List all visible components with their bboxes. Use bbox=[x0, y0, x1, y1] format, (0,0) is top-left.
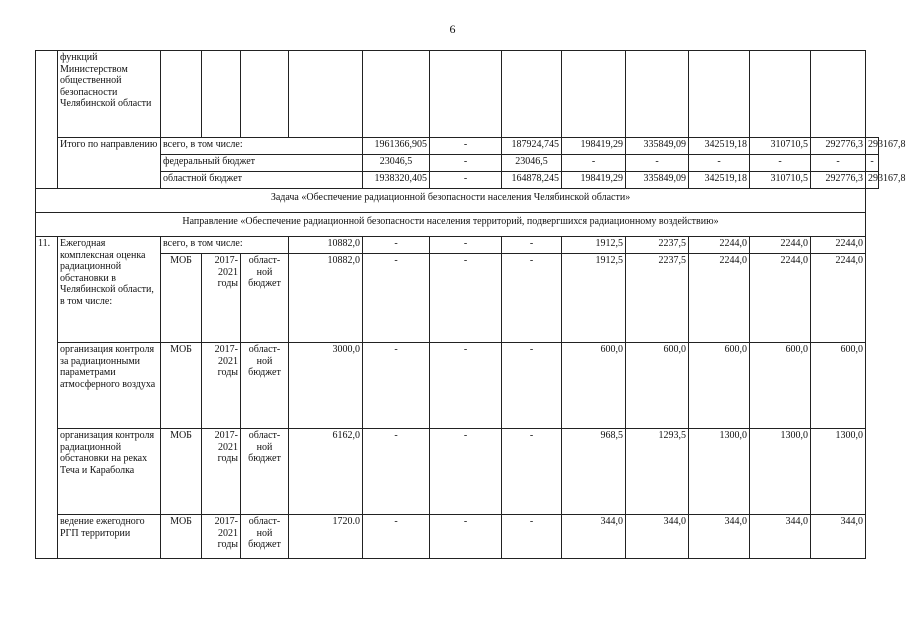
table-cell: 1912,5 bbox=[562, 254, 626, 343]
table-cell: 10882,0 bbox=[289, 237, 363, 254]
period-cell: 2017-2021 годы bbox=[202, 429, 241, 515]
table-cell: 1293,5 bbox=[626, 429, 689, 515]
table-cell: - bbox=[363, 515, 430, 559]
table-cell: - bbox=[562, 155, 626, 172]
executor-cell: МОБ bbox=[161, 343, 202, 429]
row-name-cell: организация контроля за радиационными параметрами атмосферного воздуха bbox=[58, 343, 161, 429]
executor-cell: МОБ bbox=[161, 429, 202, 515]
table-cell: 344,0 bbox=[626, 515, 689, 559]
table-row bbox=[36, 138, 879, 155]
table-row bbox=[36, 237, 879, 254]
table-cell: - bbox=[430, 172, 502, 189]
table-cell: 600,0 bbox=[689, 343, 750, 429]
table-row bbox=[36, 254, 879, 343]
table-cell: 600,0 bbox=[626, 343, 689, 429]
table-cell: 344,0 bbox=[750, 515, 811, 559]
executor-cell: МОБ bbox=[161, 254, 202, 343]
table-cell: - bbox=[363, 429, 430, 515]
table-row bbox=[36, 189, 879, 213]
row-number: 11. bbox=[36, 237, 58, 559]
table-cell: - bbox=[363, 254, 430, 343]
total-sub-label: федеральный бюджет bbox=[161, 155, 363, 172]
task-heading: Задача «Обеспечение радиационной безопасности населения Челябинской области» bbox=[36, 189, 866, 213]
table-cell: 2244,0 bbox=[750, 254, 811, 343]
table-cell: 293167,8 bbox=[866, 172, 879, 189]
table-cell: 2244,0 bbox=[811, 237, 866, 254]
table-cell: 164878,245 bbox=[502, 172, 562, 189]
table-cell: 310710,5 bbox=[750, 138, 811, 155]
table-cell: 2237,5 bbox=[626, 254, 689, 343]
table-row bbox=[36, 515, 879, 559]
table-cell: - bbox=[430, 343, 502, 429]
budget-table bbox=[35, 50, 906, 559]
table-cell: 1912,5 bbox=[562, 237, 626, 254]
table-cell: - bbox=[430, 429, 502, 515]
table-cell: - bbox=[811, 155, 866, 172]
row-name-cell: Ежегодная комплексная оценка радиационной обстановки в Челябинской области, в том числе: bbox=[58, 237, 161, 343]
table-cell: 198419,29 bbox=[562, 138, 626, 155]
table-cell: - bbox=[502, 343, 562, 429]
row-name-cell: ведение ежегодного РГП территории bbox=[58, 515, 161, 559]
table-cell: 1720.0 bbox=[289, 515, 363, 559]
table-cell: - bbox=[502, 237, 562, 254]
table-cell: - bbox=[502, 254, 562, 343]
table-cell: - bbox=[430, 138, 502, 155]
table-cell: 10882,0 bbox=[289, 254, 363, 343]
table-cell: 968,5 bbox=[562, 429, 626, 515]
table-cell: 344,0 bbox=[562, 515, 626, 559]
table-cell: - bbox=[363, 237, 430, 254]
total-sub-label: всего, в том числе: bbox=[161, 138, 363, 155]
table-row bbox=[36, 51, 879, 138]
period-cell: 2017-2021 годы bbox=[202, 343, 241, 429]
table-cell: 1938320,405 bbox=[363, 172, 430, 189]
source-cell: област-ной бюджет bbox=[241, 343, 289, 429]
source-cell: област-ной бюджет bbox=[241, 429, 289, 515]
table-cell: 2244,0 bbox=[689, 237, 750, 254]
table-cell: 293167,8 bbox=[866, 138, 879, 155]
table-cell: - bbox=[430, 254, 502, 343]
total-sub-label: областной бюджет bbox=[161, 172, 363, 189]
table-cell: - bbox=[502, 429, 562, 515]
table-cell: 23046,5 bbox=[502, 155, 562, 172]
table-cell: - bbox=[430, 155, 502, 172]
table-cell: 2244,0 bbox=[750, 237, 811, 254]
table-cell: - bbox=[689, 155, 750, 172]
table-cell: 310710,5 bbox=[750, 172, 811, 189]
table-cell: 600,0 bbox=[750, 343, 811, 429]
table-cell: 600,0 bbox=[562, 343, 626, 429]
table-cell: 2237,5 bbox=[626, 237, 689, 254]
source-cell: област-ной бюджет bbox=[241, 515, 289, 559]
table-cell: 1300,0 bbox=[750, 429, 811, 515]
table-cell: 6162,0 bbox=[289, 429, 363, 515]
table-cell: 198419,29 bbox=[562, 172, 626, 189]
table-cell: 1300,0 bbox=[689, 429, 750, 515]
table-cell: 1300,0 bbox=[811, 429, 866, 515]
total-label: Итого по направлению bbox=[58, 138, 161, 189]
table-cell: 335849,09 bbox=[626, 138, 689, 155]
executor-cell: МОБ bbox=[161, 515, 202, 559]
table-cell: - bbox=[866, 155, 879, 172]
table-cell: 342519,18 bbox=[689, 138, 750, 155]
table-cell: 335849,09 bbox=[626, 172, 689, 189]
table-cell: 292776,3 bbox=[811, 172, 866, 189]
table-row bbox=[36, 343, 879, 429]
table-cell: - bbox=[626, 155, 689, 172]
table-cell: 3000,0 bbox=[289, 343, 363, 429]
table-cell: - bbox=[750, 155, 811, 172]
period-cell: 2017-2021 годы bbox=[202, 515, 241, 559]
row-name-cell: функций Министерством общественной безопасности Челябинской области bbox=[58, 51, 161, 138]
table-row bbox=[36, 429, 879, 515]
table-row bbox=[36, 213, 879, 237]
table-cell: - bbox=[363, 343, 430, 429]
total-sub-label: всего, в том числе: bbox=[161, 237, 289, 254]
page-number: 6 bbox=[449, 22, 456, 36]
table-cell: 1961366,905 bbox=[363, 138, 430, 155]
period-cell: 2017-2021 годы bbox=[202, 254, 241, 343]
table-row bbox=[36, 155, 879, 172]
table-cell: - bbox=[502, 515, 562, 559]
table-cell: 344,0 bbox=[689, 515, 750, 559]
table-cell: 342519,18 bbox=[689, 172, 750, 189]
table-cell: 2244,0 bbox=[811, 254, 866, 343]
direction-heading: Направление «Обеспечение радиационной безопасности населения территорий, подвергшихся радиационному воздействию» bbox=[36, 213, 866, 237]
table-row bbox=[36, 172, 879, 189]
table-cell: 600,0 bbox=[811, 343, 866, 429]
source-cell: област-ной бюджет bbox=[241, 254, 289, 343]
table-cell: 23046,5 bbox=[363, 155, 430, 172]
row-name-cell: организация контроля радиационной обстановки на реках Теча и Караболка bbox=[58, 429, 161, 515]
table-cell: 2244,0 bbox=[689, 254, 750, 343]
table-cell: 344,0 bbox=[811, 515, 866, 559]
table-cell: 187924,745 bbox=[502, 138, 562, 155]
table-cell: 292776,3 bbox=[811, 138, 866, 155]
table-cell: - bbox=[430, 515, 502, 559]
table-cell: - bbox=[430, 237, 502, 254]
